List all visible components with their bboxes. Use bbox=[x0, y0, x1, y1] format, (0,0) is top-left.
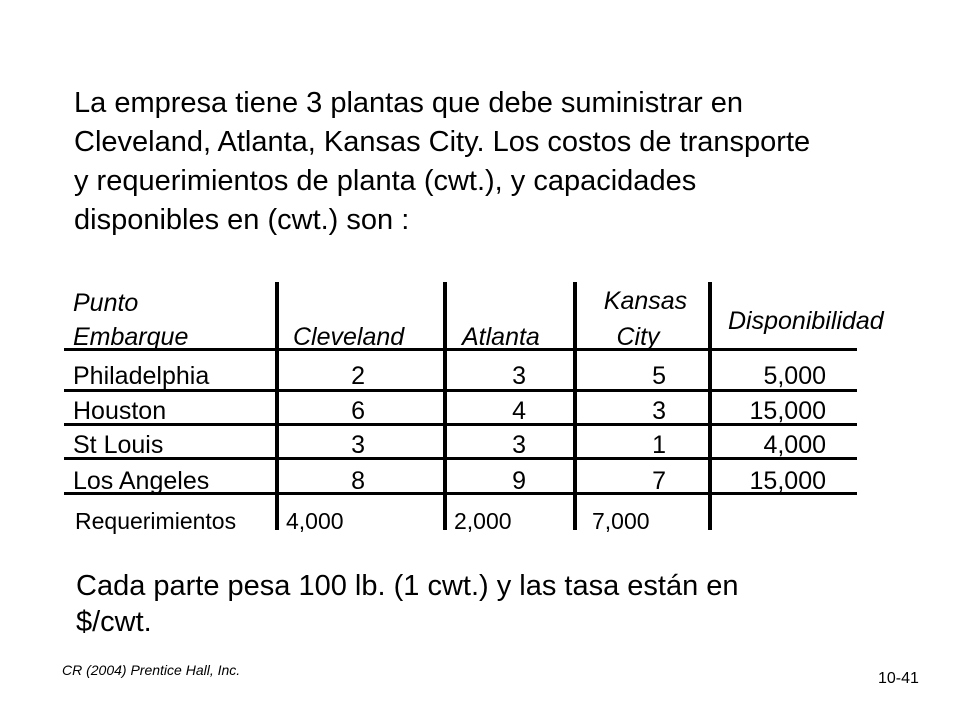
intro-paragraph bbox=[74, 84, 810, 240]
header-origin-line1: Punto bbox=[73, 289, 139, 317]
table-cell-origin: Houston bbox=[73, 397, 167, 425]
note-line: Cada parte pesa 100 lb. (1 cwt.) y las tasa están en bbox=[76, 570, 739, 602]
table-cell-atlanta: 9 bbox=[512, 467, 526, 495]
page-number: 10-41 bbox=[878, 670, 919, 687]
table-cell-origin: Los Angeles bbox=[73, 467, 210, 495]
requirements-cleveland: 4,000 bbox=[286, 508, 344, 534]
header-availability: Disponibilidad bbox=[728, 307, 884, 335]
table-cell-kansas: 7 bbox=[652, 467, 666, 495]
table-cell-atlanta: 4 bbox=[512, 397, 526, 425]
intro-line: y requerimientos de planta (cwt.), y capacidades bbox=[74, 165, 697, 197]
table-cell-atlanta: 3 bbox=[512, 362, 526, 390]
table-cell-atlanta: 3 bbox=[512, 431, 526, 459]
table-cell-origin: St Louis bbox=[73, 431, 164, 459]
note-line: $/cwt. bbox=[76, 606, 152, 638]
requirements-atlanta: 2,000 bbox=[454, 508, 512, 534]
intro-line: La empresa tiene 3 plantas que debe suministrar en bbox=[74, 87, 744, 119]
header-origin-line2: Embarque bbox=[73, 323, 189, 351]
requirements-label: Requerimientos bbox=[75, 508, 237, 534]
table-cell-cleveland: 2 bbox=[351, 362, 365, 390]
table-cell-availability: 5,000 bbox=[763, 362, 826, 390]
table-cell-origin: Philadelphia bbox=[73, 362, 210, 390]
table-cell-cleveland: 3 bbox=[351, 431, 365, 459]
requirements-kansas: 7,000 bbox=[592, 508, 650, 534]
table-cell-kansas: 5 bbox=[652, 362, 666, 390]
header-atlanta: Atlanta bbox=[462, 323, 540, 351]
table-cell-availability: 15,000 bbox=[749, 397, 826, 425]
note-paragraph bbox=[76, 568, 739, 640]
header-kansas-line1: Kansas bbox=[603, 287, 688, 315]
table-cell-cleveland: 6 bbox=[351, 397, 365, 425]
header-cleveland: Cleveland bbox=[293, 323, 405, 351]
header-kansas-line2: City bbox=[616, 323, 660, 351]
table-cell-availability: 15,000 bbox=[749, 467, 826, 495]
intro-line: disponibles en (cwt.) son : bbox=[74, 204, 410, 236]
table-cell-kansas: 3 bbox=[652, 397, 666, 425]
intro-line: Cleveland, Atlanta, Kansas City. Los costos de transporte bbox=[74, 126, 811, 158]
table-cell-cleveland: 8 bbox=[351, 467, 365, 495]
footer-credit: CR (2004) Prentice Hall, Inc. bbox=[62, 662, 241, 678]
table-cell-kansas: 1 bbox=[652, 431, 666, 459]
table-cell-availability: 4,000 bbox=[763, 431, 826, 459]
